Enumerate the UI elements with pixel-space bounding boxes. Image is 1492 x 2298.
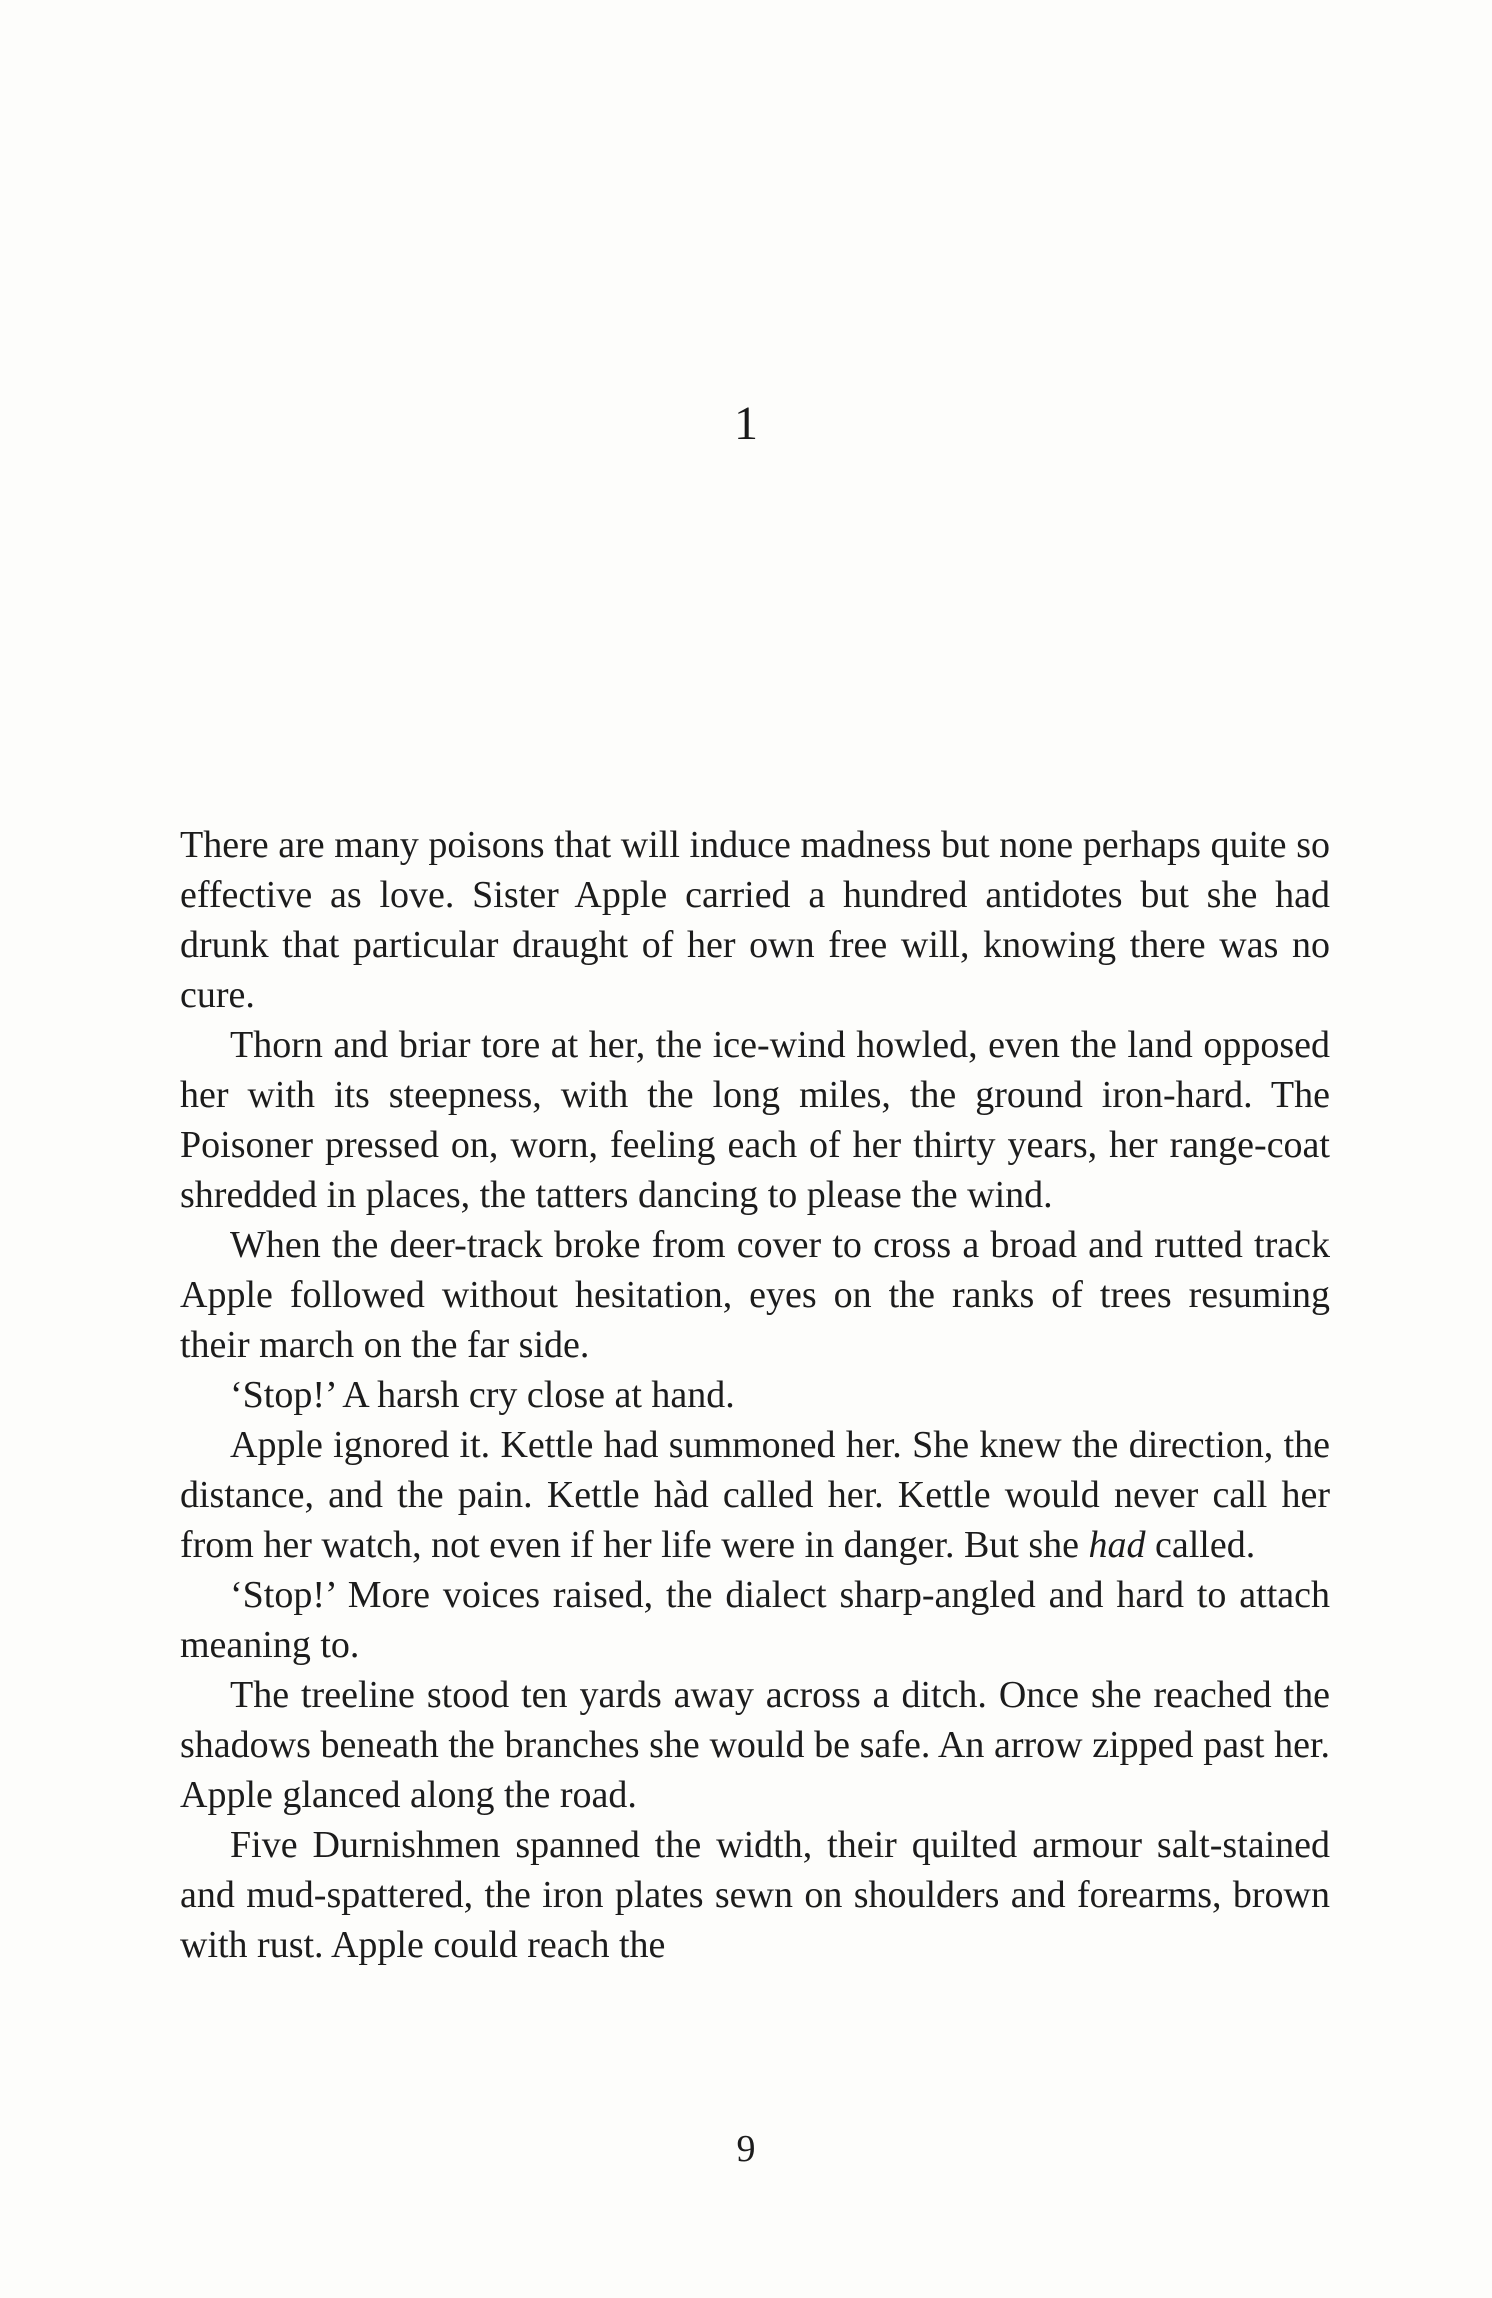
paragraph: Five Durnishmen spanned the width, their quilted armour salt-stained and mud-spattered, the iron plates sewn on shoulders and forearms, brown with rust. Apple could reach the	[180, 1824, 1330, 1966]
page-number: 9	[736, 2128, 756, 2170]
paragraph-text: called.	[1145, 1524, 1256, 1566]
paragraph: The treeline stood ten yards away across a ditch. Once she reached the shadows beneath the branches she would be safe. An arrow zipped past her. Apple glanced along the road.	[180, 1674, 1330, 1816]
chapter-number: 1	[734, 397, 758, 450]
chapter-body	[180, 820, 1330, 1970]
paragraph	[180, 1420, 1330, 1570]
paragraph-text: Apple ignored it. Kettle had summoned her. She knew the direction, the distance, and the pain. Kettle hàd called her. Kettle would never call her from her watch, not even if her life were in danger. But she	[180, 1424, 1330, 1566]
paragraph: There are many poisons that will induce madness but none perhaps quite so effective as love. Sister Apple carried a hundred antidotes but she had drunk that particular draught of her own free will, knowing there was no cure.	[180, 824, 1330, 1016]
paragraph: When the deer-track broke from cover to cross a broad and rutted track Apple followed without hesitation, eyes on the ranks of trees resuming their march on the far side.	[180, 1224, 1330, 1366]
paragraph: ‘Stop!’ A harsh cry close at hand.	[230, 1374, 735, 1416]
paragraph: ‘Stop!’ More voices raised, the dialect sharp-angled and hard to attach meaning to.	[180, 1574, 1330, 1666]
emphasis-text: had	[1088, 1524, 1146, 1566]
paragraph: Thorn and briar tore at her, the ice-wind howled, even the land opposed her with its steepness, with the long miles, the ground iron-hard. The Poisoner pressed on, worn, feeling each of her thirty years, her range-coat shredded in places, the tatters dancing to please the wind.	[180, 1024, 1330, 1216]
